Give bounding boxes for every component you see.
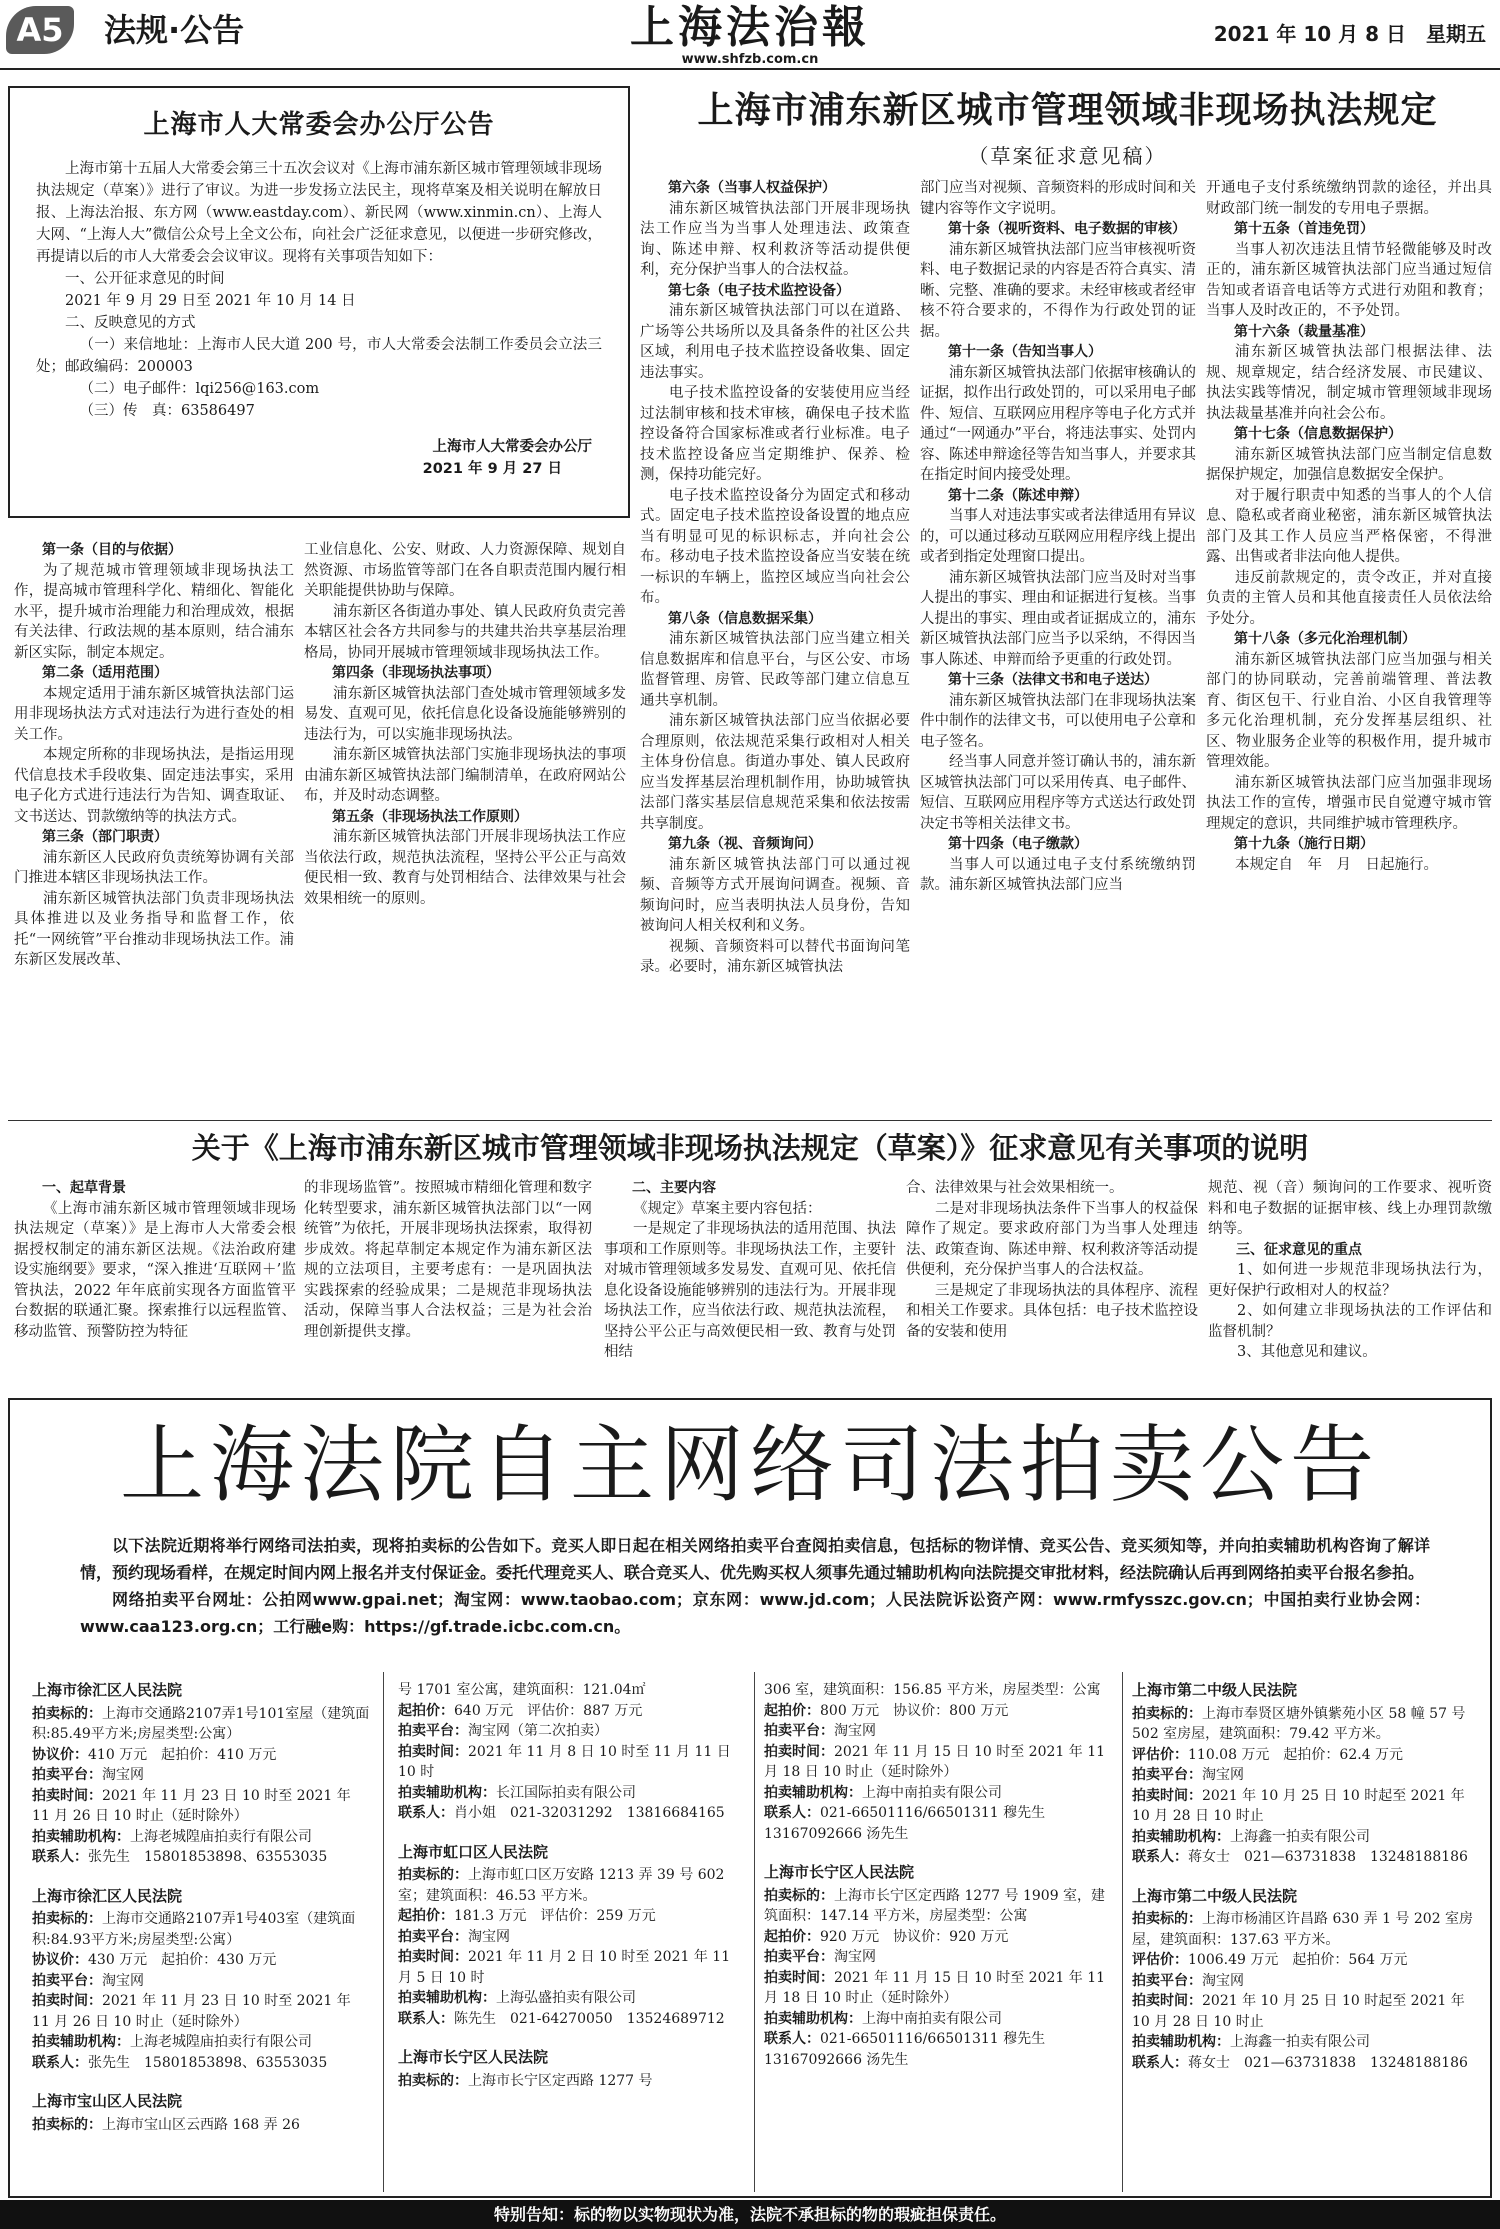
article-heading: 第七条（电子技术监控设备） [668, 282, 850, 299]
listing-value: 181.3 万元 评估价：259 万元 [454, 1908, 656, 1924]
listing-label: 拍卖时间： [764, 1969, 834, 1986]
paragraph: 为了规范城市管理领域非现场执法工作，提高城市管理科学化、精细化、智能化水平，提升城市治理能力和治理成效，根据有关法律、行政法规的基本原则，结合浦东新区实际，制定本规定。 [14, 562, 294, 661]
article-heading: 第六条（当事人权益保护） [668, 180, 836, 196]
listing-label: 拍卖平台： [1132, 1972, 1202, 1989]
paragraph: 浦东新区城管执法部门应当依据必要合理原则，依法规范采集行政相对人相关主体身份信息。街道办事处、镇人民政府应当发挥基层治理机制作用，协助城管执法部门落实基层信息规范采集和依法按需共享制度。 [640, 713, 910, 832]
explanation-column [14, 1178, 296, 1386]
column-divider [754, 1672, 755, 2192]
listing-line [1132, 1847, 1477, 1868]
listing-label: 评估价： [1132, 1746, 1188, 1763]
paragraph: 浦东新区城管执法部门查处城市管理领域多发易发、直观可见，依托信息化设备设施能够辨别的违法行为，可以实施非现场执法。 [304, 685, 626, 743]
listing-value: 上海市长宁区定西路 1277 号 [468, 2072, 653, 2089]
paragraph: 浦东新区各街道办事处、镇人民政府负责完善本辖区社会各方共同参与的共建共治共享基层治理格局，协同开展城市管理领域非现场执法工作。 [304, 603, 626, 661]
listing-label: 拍卖标的： [32, 2116, 102, 2133]
listing-label: 联系人： [1132, 2054, 1188, 2071]
listing-value: 2021 年 10 月 25 日 10 时起至 2021 年 10 月 28 日 10 时止 [1132, 1993, 1465, 2030]
notice-fax: （三）传 真：63586497 [79, 403, 255, 419]
listing-line [32, 2032, 372, 2053]
listing-value: 淘宝网 [1202, 1767, 1244, 1783]
listing-line [398, 1783, 742, 1804]
listing-label: 拍卖标的： [398, 1867, 468, 1883]
listing-label: 拍卖辅助机构： [1132, 1828, 1230, 1845]
listing-line [764, 2009, 1109, 2030]
paragraph: 浦东新区城管执法部门应当加强非现场执法工作的宣传，增强市民自觉遵守城市管理规定的意识，共同维护城市管理秩序。 [1206, 774, 1492, 832]
paragraph: 浦东新区城管执法部门开展非现场执法工作应当为当事人处理违法、政策查询、陈述申辩、权利救济等活动提供便利，充分保护当事人的合法权益。 [640, 200, 910, 278]
paragraph-continued: 合、法律效果与社会效果相统一。 [906, 1180, 1124, 1196]
listing-label: 拍卖标的： [1132, 1705, 1202, 1722]
listing-value: 上海鑫一拍卖有限公司 [1230, 2034, 1370, 2050]
notice-item: 二、反映意见的方式 [65, 315, 196, 331]
listing-value: 021-66501116/66501311 穆先生 13167092666 汤先生 [764, 1805, 1060, 1842]
paragraph: 一是规定了非现场执法的适用范围、执法事项和工作原则等。非现场执法工作，主要针对城市管理领域多发易发、直观可见、依托信息化设备设施能够辨别的违法行为。开展非现场执法工作，应当依法行政、规范执法流程，坚持公平公正与高效便民相一致、教育与处罚相结 [604, 1221, 896, 1360]
paragraph: 对于履行职责中知悉的当事人的个人信息、隐私或者商业秘密，浦东新区城管执法部门及其工作人员应当严格保密，不得泄露、出售或者非法向他人提供。 [1206, 487, 1492, 565]
listing-value: 021-66501116/66501311 穆先生 13167092666 汤先生 [764, 2031, 1060, 2068]
paragraph: 当事人对违法事实或者法律适用有异议的，可以通过移动互联网应用程序线上提出或者到指定处理窗口提出。 [920, 508, 1196, 565]
explanation-column [304, 1178, 592, 1386]
paragraph: 三是规定了非现场执法的具体程序、流程和相关工作要求。具体包括：电子技术监控设备的安装和使用 [906, 1282, 1198, 1340]
paragraph-continued: 工业信息化、公安、财政、人力资源保障、规划自然资源、市场监管等部门在各自职责范围内履行相关职能提供协助与保障。 [304, 542, 626, 599]
regulation-column [1206, 178, 1492, 1113]
auction-listing [1132, 1886, 1477, 2074]
notice-signature: 上海市人大常委会办公厅 [432, 439, 592, 455]
listing-label: 拍卖辅助机构： [764, 1784, 862, 1801]
listing-line [1132, 1950, 1477, 1971]
listing-label: 拍卖辅助机构： [32, 2034, 130, 2050]
listing-label: 拍卖辅助机构： [764, 2010, 862, 2027]
paragraph: 电子技术监控设备的安装使用应当经过法制审核和技术审核，确保电子技术监控设备符合国家标准或者行业标准。电子技术监控设备应当定期维护、保养、检测，保持功能完好。 [640, 385, 910, 483]
listing-line [398, 1701, 742, 1722]
paragraph: 浦东新区城管执法部门应当及时对当事人提出的事实、理由和证据进行复核。当事人提出的事实、理由或者证据成立的，浦东新区城管执法部门应当予以采纳，不得因当事人陈述、申辩而给予更重的行政处罚。 [920, 569, 1196, 668]
auction-listing [398, 1842, 742, 2030]
listing-line [32, 1827, 372, 1848]
listing-value: 1006.49 万元 起拍价：564 万元 [1188, 1952, 1408, 1968]
listing-line [1132, 1765, 1477, 1786]
listing-line [1132, 1971, 1477, 1992]
article-heading: 第十条（视听资料、电子数据的审核） [948, 221, 1186, 237]
listing-value: 上海市奉贤区塘外镇紫苑小区 58 幢 57 号 502 室房屋，建筑面积：79.42 平方米。 [1132, 1705, 1466, 1742]
special-notice-footer: 特别告知：标的物以实物现状为准，法院不承担标的物的瑕疵担保责任。 [0, 2200, 1500, 2229]
listing-label: 联系人： [32, 1849, 88, 1865]
auction-listing [1132, 1680, 1477, 1868]
listing-value: 上海市宝山区云西路 168 弄 26 [102, 2116, 300, 2133]
paragraph: 浦东新区城管执法部门可以在道路、广场等公共场所以及具备条件的社区公共区域，利用电子技术监控设备收集、固定违法事实。 [640, 303, 910, 381]
listing-value: 号 1701 室公寓，建筑面积：121.04㎡ [398, 1682, 646, 1698]
listing-label: 拍卖时间： [1132, 1993, 1202, 2009]
listing-value: 2021 年 11 月 8 日 10 时至 11 月 11 日 10 时 [398, 1743, 731, 1780]
listing-value: 上海老城隍庙拍卖行有限公司 [130, 2034, 312, 2050]
article-heading: 第十五条（首违免罚） [1234, 221, 1374, 237]
listing-label: 拍卖时间： [32, 1993, 102, 2009]
article-heading: 第十一条（告知当事人） [948, 344, 1102, 360]
listing-line [32, 1909, 372, 1950]
listing-value: 淘宝网（第二次拍卖） [468, 1723, 608, 1739]
listing-label: 拍卖平台： [398, 1928, 468, 1945]
court-name: 上海市第二中级人民法院 [1132, 1886, 1298, 1905]
listing-line [1132, 2032, 1477, 2053]
listing-value: 2021 年 11 月 2 日 10 时至 2021 年 11 月 5 日 10 时 [398, 1949, 731, 1986]
listing-line [764, 1701, 1109, 1722]
listing-line [1132, 1827, 1477, 1848]
article-heading: 第九条（视、音频询问） [668, 836, 822, 852]
listing-value: 张先生 15801853898、63553035 [88, 1849, 328, 1865]
listing-value: 410 万元 起拍价：410 万元 [88, 1746, 277, 1763]
newspaper-website[interactable]: www.shfzb.com.cn [681, 52, 819, 67]
listing-label: 拍卖标的： [398, 2072, 468, 2089]
notice-address: （一）来信地址：上海市人民大道 200 号，市人大常委会法制工作委员会立法三处；邮政编码：200003 [36, 337, 602, 375]
article-heading: 二、主要内容 [632, 1180, 716, 1196]
listing-line [32, 1786, 372, 1827]
paragraph: 视频、音频资料可以替代书面询问笔录。必要时，浦东新区城管执法 [640, 938, 910, 975]
paragraph: 浦东新区城管执法部门实施非现场执法的事项由浦东新区城管执法部门编制清单，在政府网站公布，并及时动态调整。 [304, 747, 626, 804]
paragraph: 浦东新区城管执法部门依据审核确认的证据，拟作出行政处罚的，可以采用电子邮件、短信、互联网应用程序等电子化方式并通过“一网通办”平台，将违法事实、处罚内容、陈述申辩途径等告知当事人，并要求其在指定时间内接受处理。 [920, 364, 1196, 483]
listing-label: 拍卖时间： [398, 1743, 468, 1760]
paragraph-continued: 开通电子支付系统缴纳罚款的途径，并出具财政部门统一制发的专用电子票据。 [1206, 180, 1492, 217]
listing-label: 拍卖标的： [32, 1705, 102, 1722]
article-heading: 第十四条（电子缴款） [948, 836, 1088, 852]
court-name: 上海市长宁区人民法院 [764, 1863, 915, 1881]
notice-item: 2021 年 9 月 29 日至 2021 年 10 月 14 日 [65, 293, 356, 309]
article-heading: 第八条（信息数据采集） [668, 610, 822, 627]
court-name: 上海市徐汇区人民法院 [32, 1681, 183, 1699]
court-name: 上海市第二中级人民法院 [1132, 1681, 1298, 1699]
listing-label: 拍卖时间： [764, 1743, 834, 1760]
court-name: 上海市虹口区人民法院 [398, 1842, 549, 1861]
auction-column [32, 1680, 372, 2192]
article-heading: 第五条（非现场执法工作原则） [332, 808, 528, 825]
paragraph: 浦东新区城管执法部门应当加强与相关部门的协同联动，完善前端管理、普法教育、街区包干、行业自治、小区自我管理等多元化治理机制，充分发挥基层组织、社区、物业服务企业等的积极作用，提升城市管理效能。 [1206, 651, 1492, 770]
listing-line [764, 1927, 1109, 1948]
explanation-column [604, 1178, 896, 1386]
listing-line [764, 1742, 1109, 1783]
section-divider [8, 1120, 1492, 1121]
listing-label: 联系人： [764, 1805, 820, 1821]
listing-value: 2021 年 11 月 15 日 10 时至 2021 年 11 月 18 日 10 时止（延时除外） [764, 1743, 1106, 1780]
listing-label: 拍卖平台： [32, 1972, 102, 1989]
article-heading: 第十六条（裁量基准） [1234, 323, 1374, 340]
listing-value: 110.08 万元 起拍价：62.4 万元 [1188, 1746, 1404, 1763]
paragraph: 《上海市浦东新区城市管理领域非现场执法规定（草案）》是上海市人大常委会根据授权制定的浦东新区法规。《法治政府建设实施纲要》要求，“深入推进‘互联网＋’监管执法，2022 年年底前实现各方面监管平台数据的联通汇聚。探索推行以远程监管、移动监管、预警防控为特征 [14, 1200, 296, 1340]
listing-value: 上海老城隍庙拍卖行有限公司 [130, 1828, 312, 1845]
listing-value: 上海市杨浦区许昌路 630 弄 1 号 202 室房屋，建筑面积：137.63 平方米。 [1132, 1911, 1474, 1948]
listing-label: 起拍价： [764, 1928, 820, 1945]
listing-value: 肖小姐 021-32031292 13816684165 [454, 1805, 725, 1821]
listing-line [398, 1947, 742, 1988]
listing-line [764, 2029, 1109, 2070]
auction-intro-text: 以下法院近期将举行网络司法拍卖，现将拍卖标的公告如下。竞买人即日起在相关网络拍卖平台查阅拍卖信息，包括标的物详情、竞买公告、竞买须知等，并向拍卖辅助机构咨询了解详情，预约现场看样，在规定时间内网上报名并支付保证金。委托代理竞买人、联合竞买人、优先购买权人须事先通过辅助机构向法院提交审批材料，经法院确认后再到网络拍卖平台报名参拍。 [80, 1536, 1430, 1582]
auction-listing [32, 2091, 372, 2135]
regulation-column [640, 178, 910, 1113]
listing-line [32, 1847, 372, 1868]
column-divider [383, 1672, 384, 2192]
listing-label: 拍卖辅助机构： [398, 1784, 496, 1801]
listing-value: 上海弘盛拍卖有限公司 [496, 1990, 636, 2006]
listing-value: 2021 年 11 月 23 日 10 时至 2021 年 11 月 26 日 10 时止（延时除外） [32, 1993, 351, 2030]
listing-line [764, 1947, 1109, 1968]
article-heading: 第一条（目的与依据） [42, 542, 182, 558]
listing-value: 上海市交通路2107弄1号403室（建筑面积:84.93平方米;房屋类型:公寓） [32, 1911, 356, 1948]
listing-label: 联系人： [398, 1805, 454, 1821]
auction-column [1132, 1680, 1477, 2192]
paragraph: 当事人初次违法且情节轻微能够及时改正的，浦东新区城管执法部门应当通过短信告知或者语音电话等方式进行劝阻和教育；当事人及时改正的，不予处罚。 [1206, 241, 1492, 319]
article-heading: 第二条（适用范围） [42, 665, 168, 681]
listing-value: 淘宝网 [834, 1949, 876, 1965]
auction-listing [32, 1886, 372, 2074]
article-heading: 第十八条（多元化治理机制） [1234, 631, 1416, 647]
listing-value: 淘宝网 [1202, 1972, 1244, 1989]
listing-label: 起拍价： [398, 1702, 454, 1719]
article-heading: 三、征求意见的重点 [1236, 1241, 1362, 1258]
listing-value: 上海市长宁区定西路 1277 号 1909 室，建筑面积：147.14 平方米，房屋类型：公寓 [764, 1887, 1106, 1924]
listing-label: 拍卖标的： [1132, 1911, 1202, 1927]
auction-intro [80, 1532, 1430, 1640]
listing-line [398, 1742, 742, 1783]
auction-listing [764, 1680, 1109, 1844]
listing-value: 上海鑫一拍卖有限公司 [1230, 1828, 1370, 1845]
listing-label: 起拍价： [764, 1702, 820, 1719]
paragraph: 本规定自 年 月 日起施行。 [1235, 856, 1438, 873]
listing-label: 拍卖平台： [1132, 1767, 1202, 1783]
listing-label: 协议价： [32, 1746, 88, 1763]
listing-line [764, 1783, 1109, 1804]
auction-title: 上海法院自主网络司法拍卖公告 [119, 1416, 1380, 1514]
listing-line [398, 1680, 742, 1701]
regulation-title: 上海市浦东新区城市管理领域非现场执法规定 [697, 90, 1438, 131]
listing-value: 上海中南拍卖有限公司 [862, 1784, 1002, 1801]
auction-column [764, 1680, 1109, 2192]
listing-value: 430 万元 起拍价：430 万元 [88, 1952, 277, 1968]
listing-value: 蒋女士 021—63731838 13248188186 [1188, 1849, 1468, 1865]
listing-line [32, 1950, 372, 1971]
listing-label: 拍卖时间： [1132, 1787, 1202, 1804]
auction-listing [764, 1862, 1109, 2070]
court-name: 上海市徐汇区人民法院 [32, 1886, 183, 1905]
listing-value: 淘宝网 [834, 1723, 876, 1739]
paragraph: 当事人可以通过电子支付系统缴纳罚款。浦东新区城管执法部门应当 [920, 856, 1196, 893]
auction-listing [398, 2047, 742, 2091]
auction-platform-list[interactable]: 网络拍卖平台网址：公拍网www.gpai.net；淘宝网：www.taobao.com；京东网：www.jd.com；人民法院诉讼资产网：www.rmfysszc.gov.cn；中国拍卖行业协会网：www.caa123.org.cn；工行融e购：https://gf.trade.icbc.com.cn。 [80, 1590, 1430, 1636]
paragraph: 浦东新区城管执法部门应当建立相关信息数据库和信息平台，与区公安、市场监督管理、房管、民政等部门建立信息互通共享机制。 [640, 631, 910, 709]
explanation-title: 关于《上海市浦东新区城市管理领域非现场执法规定（草案）》征求意见有关事项的说明 [191, 1131, 1309, 1165]
listing-value: 淘宝网 [468, 1928, 510, 1945]
listing-line [398, 1927, 742, 1948]
regulation-column [304, 540, 626, 1113]
paragraph: 浦东新区城管执法部门可以通过视频、音频等方式开展询问调查。视频、音频询问时，应当表明执法人员身份，告知被询问人相关权利和义务。 [640, 856, 910, 934]
listing-label: 拍卖标的： [764, 1887, 834, 1904]
listing-label: 拍卖辅助机构： [1132, 2034, 1230, 2050]
listing-label: 联系人： [32, 2054, 88, 2071]
listing-value: 640 万元 评估价：887 万元 [454, 1702, 643, 1719]
listing-line [32, 2053, 372, 2074]
paragraph: 浦东新区人民政府负责统筹协调有关部门推进本辖区非现场执法工作。 [14, 849, 294, 886]
listing-label: 拍卖平台： [764, 1949, 834, 1965]
listing-value: 上海市交通路2107弄1号101室屋（建筑面积:85.49平方米;房屋类型:公寓） [32, 1705, 370, 1742]
notice-signature-date: 2021 年 9 月 27 日 [422, 461, 562, 477]
listing-line [1132, 2053, 1477, 2074]
column-divider [1122, 1672, 1123, 2192]
article-heading: 一、起草背景 [42, 1180, 126, 1196]
listing-line [32, 1745, 372, 1766]
listing-label: 拍卖时间： [32, 1787, 102, 1804]
listing-line [764, 1680, 1109, 1701]
listing-line [1132, 1991, 1477, 2032]
listing-label: 评估价： [1132, 1952, 1188, 1968]
paragraph: 本规定所称的非现场执法，是指运用现代信息技术手段收集、固定违法事实，采用电子化方式进行违法行为告知、调查取证、文书送达、罚款缴纳等的执法方式。 [14, 747, 294, 825]
section-title: 法规·公告 [104, 11, 245, 49]
listing-line [32, 1971, 372, 1992]
listing-line [398, 1865, 742, 1906]
listing-value: 陈先生 021-64270050 13524689712 [454, 2010, 725, 2027]
listing-line [32, 1704, 372, 1745]
regulation-column [920, 178, 1196, 1113]
listing-line [764, 1803, 1109, 1844]
paragraph: 浦东新区城管执法部门在非现场执法案件中制作的法律文书，可以使用电子公章和电子签名。 [920, 692, 1196, 750]
notice-title: 上海市人大常委会办公厅公告 [143, 110, 495, 140]
listing-value: 2021 年 11 月 23 日 10 时至 2021 年 11 月 26 日 10 时止（延时除外） [32, 1787, 351, 1824]
listing-label: 协议价： [32, 1952, 88, 1968]
paragraph: 3、其他意见和建议。 [1237, 1344, 1377, 1360]
listing-line [32, 2115, 372, 2136]
regulation-subtitle: （草案征求意见稿） [968, 144, 1167, 168]
npc-office-notice [8, 86, 630, 518]
listing-line [398, 1803, 742, 1824]
listing-value: 920 万元 协议价：920 万元 [820, 1928, 1009, 1945]
listing-line [1132, 1704, 1477, 1745]
listing-label: 拍卖辅助机构： [398, 1990, 496, 2006]
listing-value: 2021 年 10 月 25 日 10 时起至 2021 年 10 月 28 日 10 时止 [1132, 1787, 1465, 1824]
article-heading: 第十九条（施行日期） [1234, 836, 1374, 852]
paragraph: 电子技术监控设备分为固定式和移动式。固定电子技术监控设备设置的地点应当有明显可见的标识标志，并向社会公布。移动电子技术监控设备应当安装在统一标识的车辆上，监控区域应当向社会公布。 [640, 487, 910, 606]
notice-body: 上海市第十五届人大常委会第三十五次会议对《上海市浦东新区城市管理领域非现场执法规定（草案）》进行了审议。为进一步发扬立法民主，现将草案及相关说明在解放日报、上海法治报、东方网（www.eastday.com）、新民网（www.xinmin.cn）、上海人大网、“上海人大”微信公众号上全文公布，向社会广泛征求意见，以便进一步研究修改，再提请以后的市人大常委会会议审议。现将有关事项告知如下： [36, 161, 602, 265]
notice-item: 一、公开征求意见的时间 [65, 271, 225, 287]
article-heading: 第十二条（陈述申辩） [948, 487, 1088, 504]
paragraph: 2、如何建立非现场执法的工作评估和监督机制？ [1208, 1303, 1492, 1340]
listing-label: 联系人： [398, 2010, 454, 2027]
listing-line [1132, 1745, 1477, 1766]
listing-value: 800 万元 协议价：800 万元 [820, 1702, 1009, 1719]
listing-line [398, 2071, 742, 2092]
article-heading: 第四条（非现场执法事项） [332, 665, 500, 681]
listing-label: 拍卖辅助机构： [32, 1828, 130, 1845]
regulation-column [14, 540, 294, 1113]
paragraph-continued: 的非现场监管”。按照城市精细化管理和数字化转型要求，浦东新区城管执法部门以“一网统管”为依托，开展非现场执法探索，取得初步成效。将起草制定本规定作为浦东新区法规的立法项目，主要考虑有：一是巩固执法实践探索的经验成果；二是规范非现场执法活动，保障当事人合法权益；三是为社会治理创新提供支撑。 [304, 1180, 592, 1340]
listing-line [764, 1886, 1109, 1927]
listing-line [764, 1721, 1109, 1742]
listing-line [398, 1988, 742, 2009]
listing-label: 联系人： [764, 2031, 820, 2047]
paragraph-continued: 规范、视（音）频询问的工作要求、视听资料和电子数据的证据审核、线上办理罚款缴纳等。 [1208, 1180, 1492, 1237]
listing-label: 拍卖标的： [32, 1911, 102, 1927]
listing-value: 淘宝网 [102, 1767, 144, 1783]
listing-label: 拍卖平台： [32, 1767, 102, 1783]
court-name: 上海市长宁区人民法院 [398, 2048, 549, 2066]
newspaper-masthead: 上海法治報 [630, 2, 870, 53]
listing-line [1132, 1909, 1477, 1950]
paragraph: 浦东新区城管执法部门应当制定信息数据保护规定，加强信息数据安全保护。 [1206, 446, 1492, 483]
paragraph: 浦东新区城管执法部门应当审核视听资料、电子数据记录的内容是否符合真实、清晰、完整、准确的要求。未经审核或者经审核不符合要求的，不得作为行政处罚的证据。 [920, 241, 1196, 340]
auction-column [398, 1680, 742, 2192]
article-heading: 第十七条（信息数据保护） [1234, 426, 1402, 442]
article-heading: 第三条（部门职责） [42, 829, 168, 845]
paragraph: 二是对非现场执法条件下当事人的权益保障作了规定。要求政府部门为当事人处理违法、政策查询、陈述申辩、权利救济等活动提供便利，充分保护当事人的合法权益。 [906, 1200, 1198, 1278]
article-heading: 第十三条（法律文书和电子送达） [948, 672, 1158, 688]
auction-listing [32, 1680, 372, 1868]
listing-line [398, 1906, 742, 1927]
listing-line [764, 1968, 1109, 2009]
listing-value: 淘宝网 [102, 1972, 144, 1989]
listing-value: 张先生 15801853898、63553035 [88, 2054, 328, 2071]
paragraph: 浦东新区城管执法部门根据法律、法规、规章规定，结合经济发展、市民建议、执法实践等情况，制定城市管理领域非现场执法裁量基准并向社会公布。 [1206, 344, 1492, 422]
paragraph: 经当事人同意并签订确认书的，浦东新区城管执法部门可以采用传真、电子邮件、短信、互联网应用程序等方式送达行政处罚决定书等相关法律文书。 [920, 754, 1196, 832]
paragraph: 浦东新区城管执法部门开展非现场执法工作应当依法行政，规范执法流程，坚持公平公正与高效便民相一致、教育与处罚相结合、法律效果与社会效果相统一的原则。 [304, 829, 626, 907]
listing-value: 蒋女士 021—63731838 13248188186 [1188, 2054, 1468, 2071]
listing-label: 拍卖平台： [398, 1723, 468, 1739]
court-name: 上海市宝山区人民法院 [32, 2092, 183, 2110]
explanation-column [906, 1178, 1198, 1386]
paragraph: 违反前款规定的，责令改正，并对直接负责的主管人员和其他直接责任人员依法给予处分。 [1206, 569, 1492, 627]
listing-label: 拍卖时间： [398, 1949, 468, 1965]
explanation-column [1208, 1178, 1492, 1386]
listing-line [32, 1765, 372, 1786]
page-number-badge: A5 [6, 6, 74, 54]
paragraph-continued: 部门应当对视频、音频资料的形成时间和关键内容等作文字说明。 [920, 180, 1196, 217]
paragraph: 《规定》草案主要内容包括： [633, 1200, 822, 1217]
auction-listing [398, 1680, 742, 1824]
listing-line [398, 1721, 742, 1742]
listing-value: 306 室，建筑面积：156.85 平方米，房屋类型：公寓 [764, 1682, 1101, 1698]
listing-label: 起拍价： [398, 1908, 454, 1924]
listing-label: 拍卖平台： [764, 1723, 834, 1739]
listing-label: 联系人： [1132, 1849, 1188, 1865]
paragraph: 本规定适用于浦东新区城管执法部门运用非现场执法方式对违法行为进行查处的相关工作。 [14, 685, 294, 743]
listing-value: 长江国际拍卖有限公司 [496, 1784, 636, 1801]
listing-value: 上海中南拍卖有限公司 [862, 2010, 1002, 2027]
issue-date: 2021 年 10 月 8 日 星期五 [1213, 22, 1486, 46]
listing-value: 2021 年 11 月 15 日 10 时至 2021 年 11 月 18 日 10 时止（延时除外） [764, 1969, 1106, 2006]
notice-email: （二）电子邮件：lqi256@163.com [79, 381, 320, 397]
paragraph: 浦东新区城管执法部门负责非现场执法具体推进以及业务指导和监督工作，依托“一网统管”平台推动非现场执法工作。浦东新区发展改革、 [14, 890, 294, 968]
paragraph: 1、如何进一步规范非现场执法行为，更好保护行政相对人的权益？ [1208, 1262, 1492, 1299]
listing-line [398, 2009, 742, 2030]
listing-value: 上海市虹口区万安路 1213 弄 39 号 602 室；建筑面积：46.53 平方米。 [398, 1867, 725, 1904]
listing-line [32, 1991, 372, 2032]
listing-line [1132, 1786, 1477, 1827]
